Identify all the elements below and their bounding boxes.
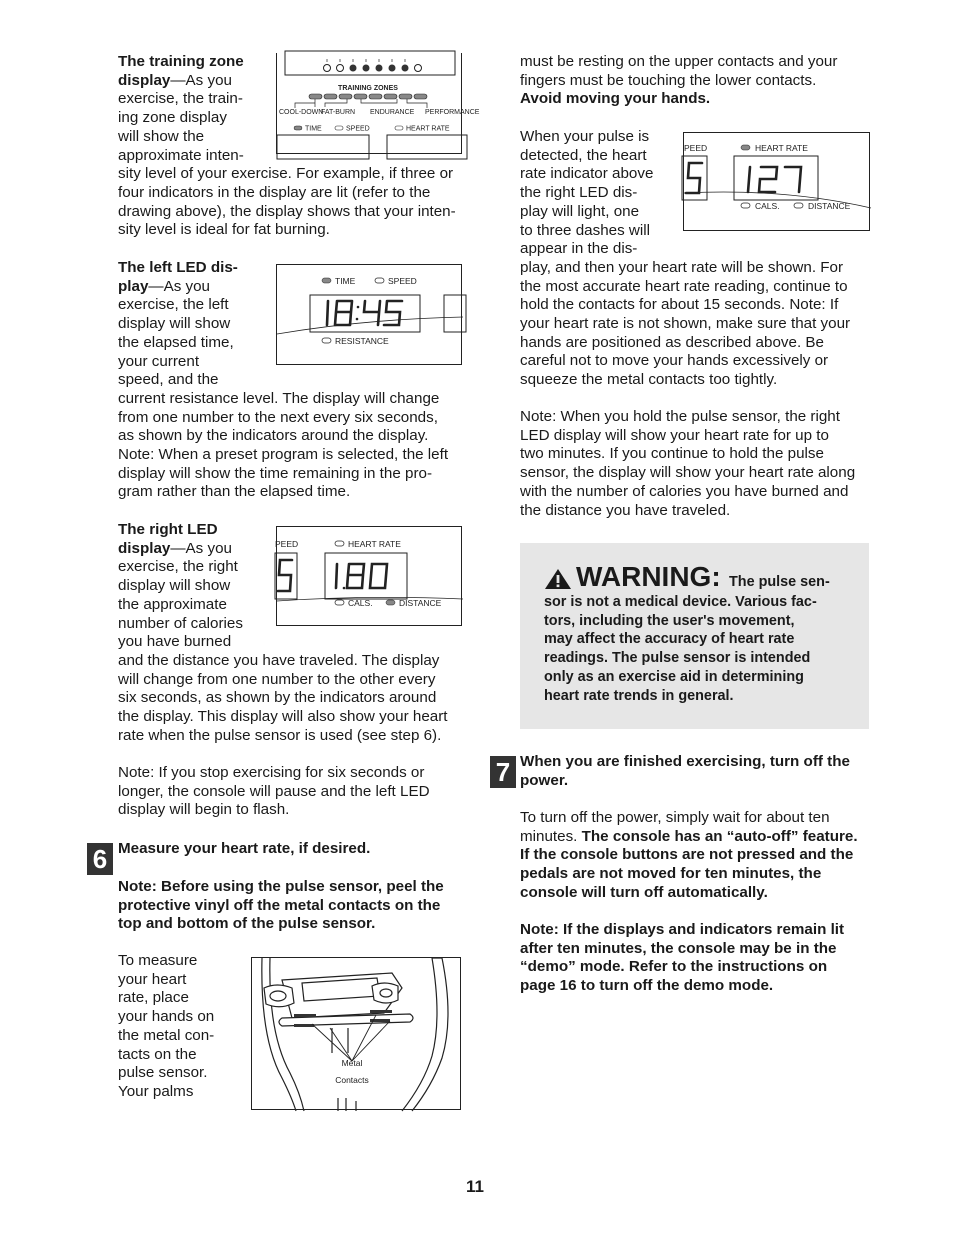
svg-text:SPEED: SPEED (346, 125, 370, 133)
step-7-heading: When you are finished exercising, turn off the power. (520, 753, 850, 789)
metal-label-line2: Contacts (335, 1075, 369, 1085)
step-6-body: To measure your heart rate, place your hands on the metal con- tacts on the pulse sensor. Your palms (118, 952, 215, 1100)
hold-note: Note: When you hold the pulse sensor, the right LED display will show your heart rate for up to two minutes. If you continue to hold the pulse sensor, the display will show your heart rate along with the number of calories you have burned and the distance you have traveled. (520, 408, 856, 519)
svg-text:FAT-BURN: FAT-BURN (321, 109, 356, 116)
training-zone-text: The training zone display—As you exercise, the train- ing zone display will show the approximate inten- sity level of your exercise. For example, if three or four indicators in the display are lit (refer to the drawing above), the display shows that your inten- sity level is ideal for fat burning. (118, 53, 456, 239)
step-6-heading: Measure your heart rate, if desired. (118, 840, 371, 857)
step-6-number: 6 (87, 843, 113, 875)
pulse-detected-text: When your pulse is detected, the heart rate indicator above the right LED dis- play will light, one to three dashes will appear in the dis- play, and then your heart rate will be shown. For the most accurate heart rate reading, continue to hold the contacts for about 15 seconds. Note: If your heart rate is not shown, make sure that your hands are positioned as described above. Be careful not to move your hands excessively or squeeze the metal contacts too tightly. (520, 128, 851, 389)
svg-text:PEED: PEED (684, 143, 708, 153)
led-digits-1845 (327, 301, 402, 325)
heart-rate-figure (683, 132, 870, 231)
training-zones-title: TRAINING ZONES (338, 85, 398, 92)
metal-label-line1: Metal (341, 1058, 363, 1068)
left-led-figure (276, 264, 462, 365)
training-zone-heading-2: display (118, 71, 171, 89)
right-led-text: The right LED display—As you exercise, the right display will show the approximate number of calories you have burned and the distance you have traveled. The display will change from one number to the other every six seconds, as shown by the indicators around the display. This display will also show your heart rate when the pulse sensor is used (see step 6). (118, 521, 448, 744)
warning-body: sor is not a medical device. Various fac- tors, including the user's movement, may affect the accuracy of heart rate readings. The pulse sensor is intended only as an exercise aid in determining heart rate trends in general. (544, 594, 817, 704)
svg-text:PERFORMANCE: PERFORMANCE (425, 109, 480, 116)
step-7-number: 7 (490, 756, 516, 788)
svg-text:ENDURANCE: ENDURANCE (370, 109, 415, 116)
training-zone-figure (276, 53, 480, 154)
svg-text:DISTANCE: DISTANCE (399, 598, 442, 608)
svg-text:RESISTANCE: RESISTANCE (335, 336, 389, 346)
warning-first-line: The pulse sen- (729, 574, 830, 590)
step-6-note: Note: Before using the pulse sensor, peel the protective vinyl off the metal contacts on the top and bottom of the pulse sensor. (118, 878, 444, 933)
step-7-body: To turn off the power, simply wait for about ten minutes. The console has an “auto-off” feature. If the console buttons are not pressed and the pedals are not moved for ten minutes, the console will turn off automatically. (520, 809, 858, 901)
svg-text:TIME: TIME (335, 276, 356, 286)
svg-text:HEART RATE: HEART RATE (406, 125, 450, 133)
led-digits-180 (336, 564, 387, 589)
svg-text:TIME: TIME (305, 125, 322, 133)
right-led-heading: The right LED (118, 521, 218, 538)
svg-text:PEED: PEED (275, 539, 299, 549)
right-led-figure (276, 526, 462, 626)
pulse-sensor-figure (251, 957, 461, 1110)
warning-triangle-icon (544, 568, 572, 590)
left-led-text: The left LED dis- play—As you exercise, the left display will show the elapsed time, your current speed, and the current resistance level. The display will change from one number to the next every six seconds, as shown by the indicators around the display. Note: When a preset program is selected, the left display will show the time remaining in the pro- gram rather than the elapsed time. (118, 259, 449, 501)
svg-text:HEART RATE: HEART RATE (755, 143, 808, 153)
svg-text:SPEED: SPEED (388, 276, 417, 286)
pause-note: Note: If you stop exercising for six seconds or longer, the console will pause and the left LED display will begin to flash. (118, 764, 430, 819)
left-led-heading: The left LED dis- (118, 259, 238, 276)
svg-text:HEART RATE: HEART RATE (348, 539, 401, 549)
svg-text:DISTANCE: DISTANCE (808, 201, 851, 211)
continue-text: must be resting on the upper contacts and your fingers must be touching the lower contacts. Avoid moving your hands. (520, 53, 838, 108)
svg-text:CALS.: CALS. (755, 201, 780, 211)
warning-box (520, 543, 869, 729)
step-7-note: Note: If the displays and indicators remain lit after ten minutes, the console may be in the “demo” mode. Refer to the instructions on page 16 to turn off the demo mode. (520, 921, 845, 995)
page-number: 11 (466, 1177, 484, 1196)
svg-text:CALS.: CALS. (348, 598, 373, 608)
svg-text:COOL-DOWN: COOL-DOWN (279, 109, 324, 116)
warning-title: WARNING: (576, 561, 721, 592)
led-digits-127 (748, 167, 801, 192)
training-zone-heading: The training zone (118, 53, 244, 70)
